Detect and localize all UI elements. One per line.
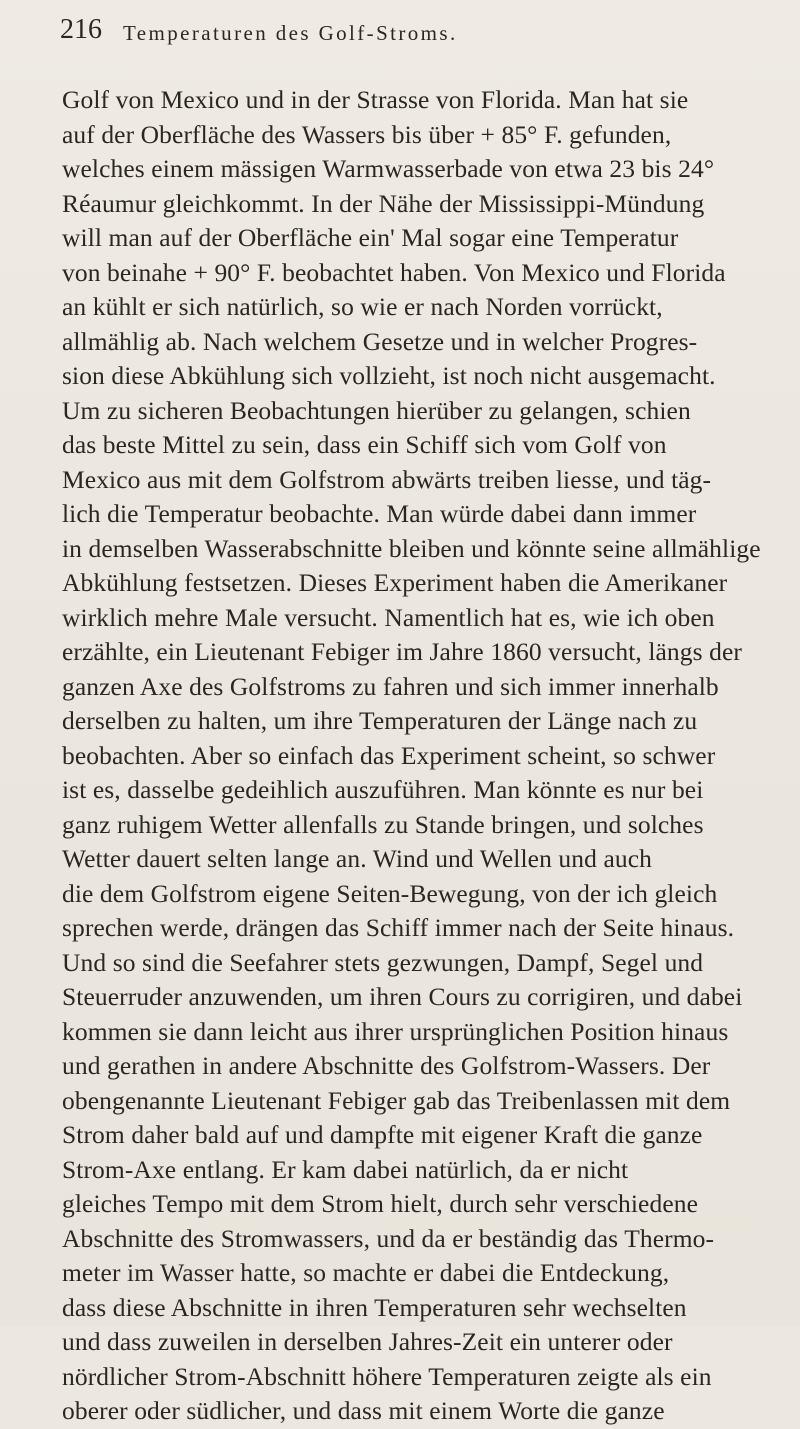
text-line: erzählte, ein Lieutenant Febiger im Jahre 1860 versucht, längs der [62, 637, 742, 666]
text-line: ganzen Axe des Golfstroms zu fahren und sich immer innerhalb [62, 671, 719, 701]
text-line: Steuerruder anzuwenden, um ihren Cours zu corrigiren, und dabei [62, 982, 743, 1011]
text-line: meter im Wasser hatte, so machte er dabei die Entdeckung, [62, 1258, 670, 1287]
text-line: Réaumur gleichkommt. In der Nähe der Mississippi-Mündung [62, 188, 705, 218]
text-line: auf der Oberfläche des Wassers bis über + 85° F. gefunden, [62, 119, 672, 149]
text-line: in demselben Wasserabschnitte bleiben und könnte seine allmählige [62, 533, 761, 563]
text-line: Abkühlung festsetzen. Dieses Experiment haben die Amerikaner [62, 568, 728, 597]
running-title: Temperaturen des Golf-Stroms. [123, 21, 458, 45]
text-line: nördlicher Strom-Abschnitt höhere Temperaturen zeigte als ein [62, 1361, 712, 1391]
page-number: 216 [60, 14, 102, 45]
text-line: Strom-Axe entlang. Er kam dabei natürlich, da er nicht [62, 1154, 629, 1184]
text-line: und gerathen in andere Abschnitte des Golfstrom-Wassers. Der [62, 1051, 711, 1080]
text-line: das beste Mittel zu sein, dass ein Schiff sich vom Golf von [62, 430, 667, 459]
text-line: sion diese Abkühlung sich vollzieht, ist noch nicht ausgemacht. [62, 361, 716, 390]
text-line: oberer oder südlicher, und dass mit einem Worte die ganze [62, 1396, 665, 1425]
text-line: allmählig ab. Nach welchem Gesetze und in welcher Progres- [62, 326, 698, 356]
page-header [60, 12, 760, 52]
text-line: Und so sind die Seefahrer stets gezwungen, Dampf, Segel und [62, 947, 704, 977]
text-line: beobachten. Aber so einfach das Experiment scheint, so schwer [62, 740, 716, 770]
text-line: Wetter dauert selten lange an. Wind und Wellen und auch [62, 844, 652, 873]
text-line: sprechen werde, drängen das Schiff immer nach der Seite hinaus. [62, 913, 735, 942]
text-line: lich die Temperatur beobachte. Man würde dabei dann immer [62, 499, 697, 528]
text-line: ist es, dasselbe gedeihlich auszuführen. Man könnte es nur bei [62, 775, 704, 804]
text-line: die dem Golfstrom eigene Seiten-Bewegung, von der ich gleich [62, 878, 718, 908]
text-line: Um zu sicheren Beobachtungen hierüber zu gelangen, schien [62, 395, 691, 425]
text-line: Strom daher bald auf und dampfte mit eigener Kraft die ganze [62, 1120, 703, 1149]
text-line: Golf von Mexico und in der Strasse von Florida. Man hat sie [62, 85, 689, 114]
text-line: welches einem mässigen Warmwasserbade von etwa 23 bis 24° [62, 154, 715, 183]
text-line: von beinahe + 90° F. beobachtet haben. Von Mexico und Florida [62, 257, 726, 287]
text-line: wirklich mehre Male versucht. Namentlich hat es, wie ich oben [62, 602, 715, 632]
text-line: und dass zuweilen in derselben Jahres-Zeit ein unterer oder [62, 1327, 673, 1356]
text-line: ganz ruhigem Wetter allenfalls zu Stande bringen, und solches [62, 809, 704, 839]
text-line: Mexico aus mit dem Golfstrom abwärts treiben liesse, und täg- [62, 464, 712, 494]
text-line: kommen sie dann leicht aus ihrer ursprünglichen Position hinaus [62, 1016, 729, 1046]
text-line: an kühlt er sich natürlich, so wie er nach Norden vorrückt, [62, 292, 663, 321]
text-line: dass diese Abschnitte in ihren Temperaturen sehr wechselten [62, 1292, 687, 1322]
text-line: obengenannte Lieutenant Febiger gab das Treibenlassen mit dem [62, 1085, 731, 1115]
body-text [62, 83, 798, 1429]
text-line: gleiches Tempo mit dem Strom hielt, durch sehr verschiedene [62, 1189, 699, 1218]
text-line: will man auf der Oberfläche ein' Mal sogar eine Temperatur [62, 223, 679, 252]
text-line: derselben zu halten, um ihre Temperaturen der Länge nach zu [62, 706, 698, 735]
text-line: Abschnitte des Stromwassers, und da er beständig das Thermo- [62, 1223, 715, 1253]
